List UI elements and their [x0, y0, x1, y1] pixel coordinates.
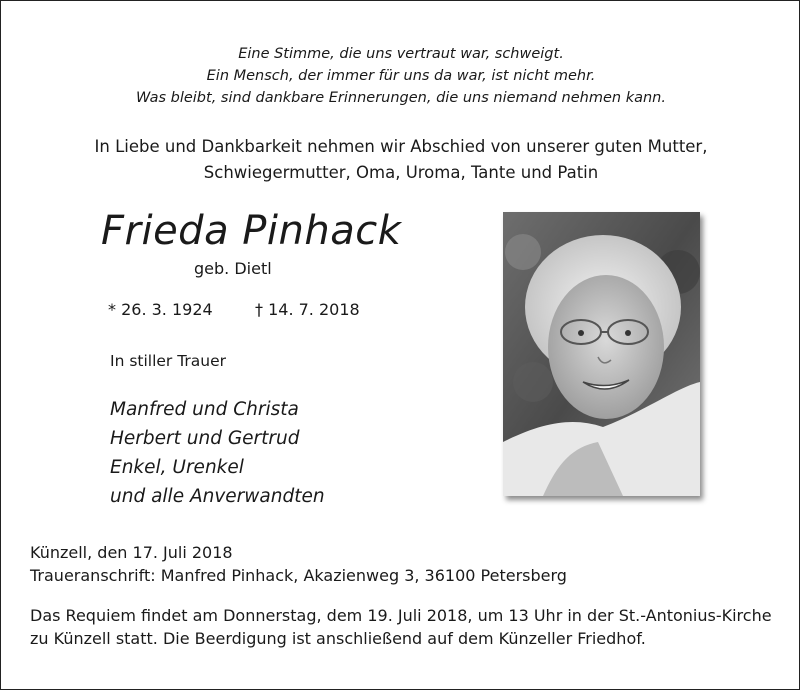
mourners-list [110, 395, 325, 511]
requiem-line: zu Künzell statt. Die Beerdigung ist anschließend auf dem Künzeller Friedhof. [30, 629, 646, 648]
mourner-entry: Manfred und Christa [110, 399, 299, 420]
maiden-name: geb. Dietl [194, 259, 272, 278]
place-date: Künzell, den 17. Juli 2018 [30, 543, 233, 562]
mourner-entry: und alle Anverwandten [110, 486, 325, 507]
farewell-intro [1, 134, 800, 186]
deceased-name: Frieda Pinhack [101, 208, 402, 254]
intro-line: Schwiegermutter, Oma, Uroma, Tante und Patin [203, 163, 599, 182]
poem-line: Was bleibt, sind dankbare Erinnerungen, die uns niemand nehmen kann. [136, 90, 666, 106]
poem-line: Eine Stimme, die uns vertraut war, schweigt. [238, 46, 564, 62]
mourning-intro: In stiller Trauer [110, 352, 227, 370]
mourner-entry: Herbert und Gertrud [110, 428, 300, 449]
memorial-poem [1, 43, 800, 109]
poem-line: Ein Mensch, der immer für uns da war, ist nicht mehr. [206, 68, 596, 84]
requiem-info [30, 604, 772, 650]
place-and-address [30, 541, 567, 587]
death-date: † 14. 7. 2018 [255, 300, 360, 319]
mourning-address: Traueranschrift: Manfred Pinhack, Akazienweg 3, 36100 Petersberg [30, 566, 567, 585]
birth-date: * 26. 3. 1924 [108, 300, 213, 319]
portrait-photo [503, 212, 700, 496]
intro-line: In Liebe und Dankbarkeit nehmen wir Abschied von unserer guten Mutter, [94, 137, 708, 156]
requiem-line: Das Requiem findet am Donnerstag, dem 19. Juli 2018, um 13 Uhr in der St.-Antonius-Kirche [30, 606, 772, 625]
mourner-entry: Enkel, Urenkel [110, 457, 244, 478]
